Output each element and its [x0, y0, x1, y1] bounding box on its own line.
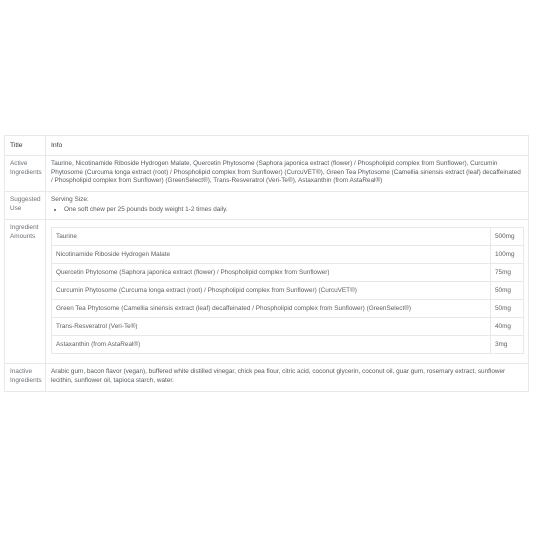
suggested-use-row [5, 192, 529, 220]
amount-row [52, 282, 524, 300]
suggested-use-content [46, 192, 529, 220]
amount-ingredient-name: Curcumin Phytosome (Curcuma longa extract (root) / Phospholipid complex from Sunflower) (CurcuVET®) [52, 282, 491, 300]
product-info-section [4, 135, 529, 392]
amount-value: 3mg [491, 336, 524, 354]
amount-value: 50mg [491, 282, 524, 300]
amount-row [52, 336, 524, 354]
amount-row [52, 318, 524, 336]
amount-value: 40mg [491, 318, 524, 336]
amount-row [52, 246, 524, 264]
inactive-ingredients-label: Inactive Ingredients [5, 364, 46, 391]
amount-ingredient-name: Green Tea Phytosome (Camellia sinensis extract (leaf) decaffeinated / Phospholipid complex from Sunflower) (GreenSelect®) [52, 300, 491, 318]
column-header-title: Title [5, 136, 46, 156]
suggested-use-item: • One soft chew per 25 pounds body weight 1-2 times daily. [64, 206, 524, 215]
amount-ingredient-name: Taurine [52, 228, 491, 246]
product-info-table [4, 135, 529, 392]
amount-value: 50mg [491, 300, 524, 318]
active-ingredients-row [5, 156, 529, 192]
active-ingredients-text: Taurine, Nicotinamide Riboside Hydrogen Malate, Quercetin Phytosome (Saphora japonica extract (flower) / Phospholipid complex from Sunflower), Curcumin Phytosome (Curcuma longa extract (root) / Phospholipid complex from Sunflower) (CurcuVET®), Green Tea Phytosome (Camellia sinensis extract (leaf) decaffeinated / Phospholipid complex from Sunflower) (GreenSelect®), Trans-Resveratrol (Veri-Te®), Astaxanthin (from AstaReal®) [46, 156, 529, 192]
serving-size-label: Serving Size: [51, 196, 89, 204]
amount-value: 500mg [491, 228, 524, 246]
table-header-row [5, 136, 529, 156]
amount-row [52, 264, 524, 282]
ingredient-amounts-table [51, 227, 524, 354]
inactive-ingredients-row [5, 364, 529, 391]
inactive-ingredients-text: Arabic gum, bacon flavor (vegan), buffered white distilled vinegar, chick pea flour, citric acid, coconut glycerin, coconut oil, guar gum, rosemary extract, sunflower lecithin, sunflower oil, tapioca starch, water. [46, 364, 529, 391]
suggested-use-list [51, 206, 524, 215]
amount-value: 75mg [491, 264, 524, 282]
amount-ingredient-name: Trans-Resveratrol (Veri-Te®) [52, 318, 491, 336]
amount-row [52, 300, 524, 318]
amount-value: 100mg [491, 246, 524, 264]
amount-ingredient-name: Quercetin Phytosome (Saphora japonica extract (flower) / Phospholipid complex from Sunflower) [52, 264, 491, 282]
amount-ingredient-name: Nicotinamide Riboside Hydrogen Malate [52, 246, 491, 264]
ingredient-amounts-content [46, 220, 529, 364]
amount-ingredient-name: Astaxanthin (from AstaReal®) [52, 336, 491, 354]
amount-row [52, 228, 524, 246]
active-ingredients-label: Active Ingredients [5, 156, 46, 192]
column-header-info: Info [46, 136, 529, 156]
ingredient-amounts-label: Ingredient Amounts [5, 220, 46, 364]
suggested-use-label: Suggested Use [5, 192, 46, 220]
ingredient-amounts-row [5, 220, 529, 364]
